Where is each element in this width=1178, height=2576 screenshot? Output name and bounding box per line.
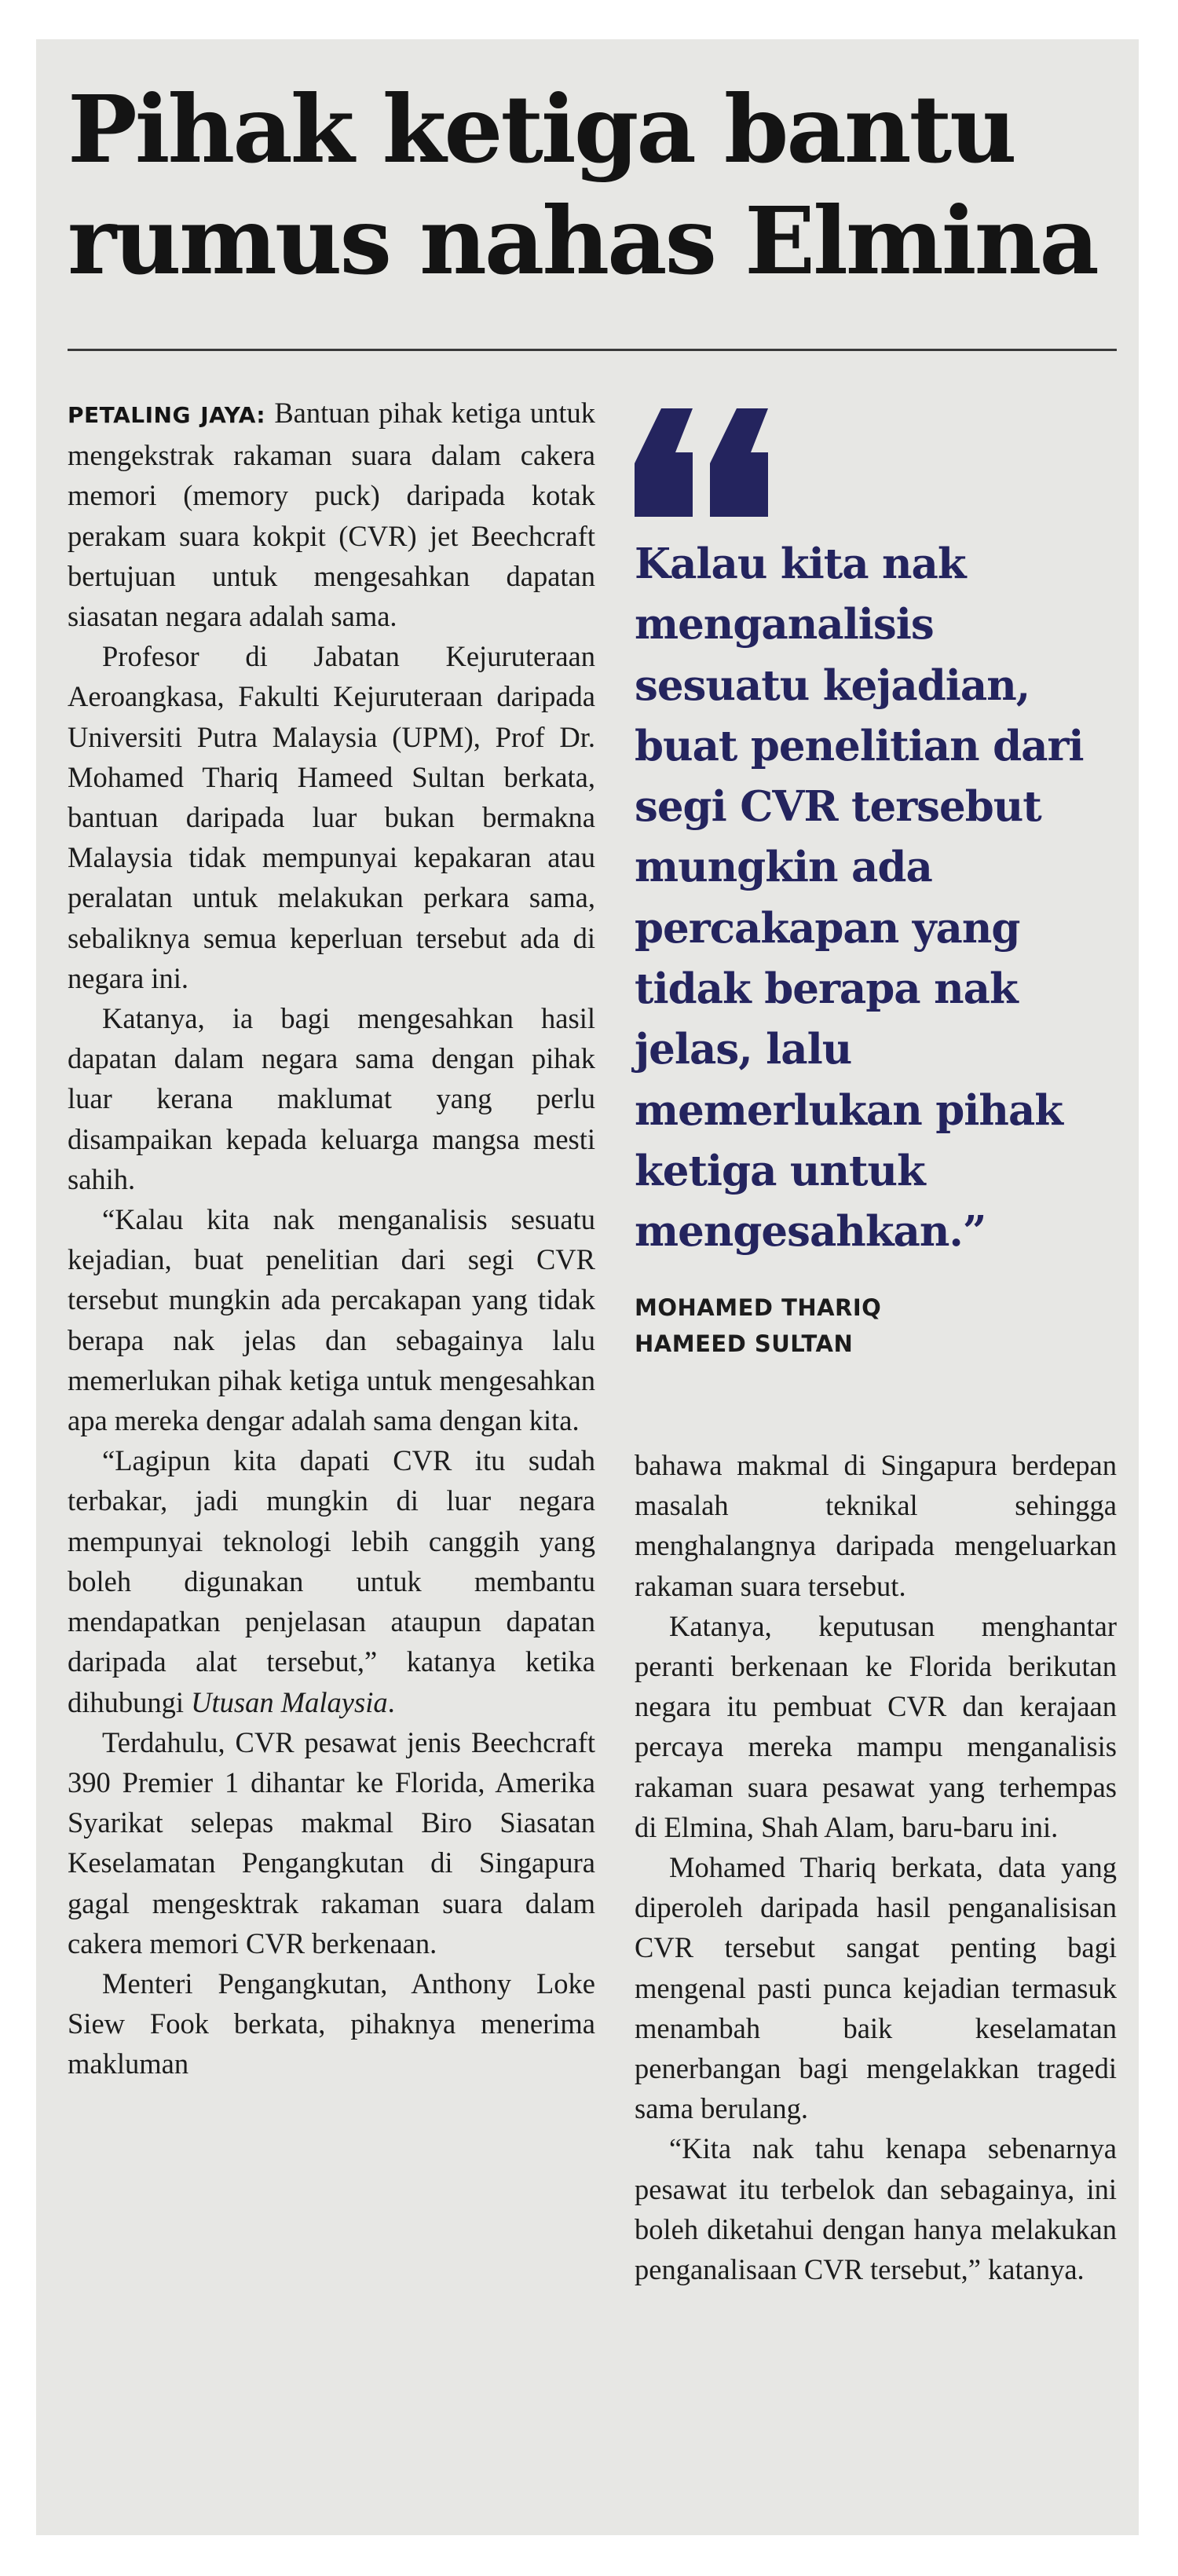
headline-line-1: Pihak ketiga bantu — [68, 75, 1015, 184]
newspaper-clipping — [36, 39, 1139, 2535]
newspaper-name: Utusan Malaysia — [191, 1685, 388, 1718]
open-quote-icon — [635, 408, 770, 517]
article-column-1 — [68, 393, 595, 2084]
pull-quote: Kalau kita nak menganalisis sesuatu kejadian, buat penelitian dari segi CVR tersebut mungkin ada percakapan yang tidak berapa nak jelas, lalu memerlukan pihak ketiga untuk mengesahkan.” — [635, 540, 1084, 1257]
paragraph: Terdahulu, CVR pesawat jenis Beechcraft 390 Premier 1 dihantar ke Florida, Amerika Syarikat selepas makmal Biro Siasatan Keselamatan Pengangkutan di Singapura gagal mengesktrak rakaman suara dalam cakera memori CVR berkenaan. — [68, 1725, 595, 1959]
paragraph: “Kita nak tahu kenapa sebenarnya pesawat itu terbelok dan sebagainya, ini boleh diketahui dengan hanya melakukan penganalisaan CVR tersebut,” katanya. — [635, 2132, 1117, 2286]
paragraph: Menteri Pengangkutan, Anthony Loke Siew Fook berkata, pihaknya menerima makluman — [68, 1967, 595, 2080]
paragraph: Katanya, ia bagi mengesahkan hasil dapatan dalam negara sama dengan pihak luar kerana maklumat yang perlu disampaikan kepada keluarga mangsa mesti sahih. — [68, 1002, 595, 1195]
headline — [68, 74, 1120, 297]
quote-attribution — [635, 1290, 1117, 1362]
article-column-2 — [635, 1445, 1117, 2289]
attribution-line-2: HAMEED SULTAN — [635, 1330, 854, 1357]
paragraph: bahawa makmal di Singapura berdepan masalah teknikal sehingga menghalangnya daripada mengeluarkan rakaman suara tersebut. — [635, 1449, 1117, 1602]
paragraph: PETALING JAYA: Bantuan pihak ketiga untuk mengekstrak rakaman suara dalam cakera memori (memory puck) daripada kotak perakam suara kokpit (CVR) jet Beechcraft bertujuan untuk mengesahkan dapatan siasatan negara adalah sama. — [68, 397, 595, 633]
paragraph: Mohamed Thariq berkata, data yang diperoleh daripada hasil penganalisisan CVR tersebut sangat penting bagi mengenal pasti punca kejadian termasuk menambah baik keselamatan penerbangan bagi mengelakkan tragedi sama berulang. — [635, 1851, 1117, 2125]
headline-line-2: rumus nahas Elmina — [68, 186, 1097, 295]
paragraph: Katanya, keputusan menghantar peranti berkenaan ke Florida berikutan negara itu pembuat CVR dan kerajaan percaya mereka mampu menganalisis rakaman suara pesawat yang terhempas di Elmina, Shah Alam, baru-baru ini. — [635, 1609, 1117, 1843]
headline-divider — [68, 349, 1117, 351]
attribution-line-1: MOHAMED THARIQ — [635, 1293, 882, 1321]
pull-quote-block — [635, 408, 1117, 1362]
paragraph: “Kalau kita nak menganalisis sesuatu kejadian, buat penelitian dari segi CVR tersebut mungkin ada percakapan yang tidak berapa nak jelas dan sebagainya lalu memerlukan pihak ketiga untuk mengesahkan apa mereka dengar adalah sama dengan kita. — [68, 1203, 595, 1437]
dateline: PETALING JAYA: — [68, 402, 266, 428]
paragraph: Profesor di Jabatan Kejuruteraan Aeroangkasa, Fakulti Kejuruteraan daripada Universiti Putra Malaysia (UPM), Prof Dr. Mohamed Thariq Hameed Sultan berkata, bantuan daripada luar bukan bermakna Malaysia tidak mempunyai kepakaran atau peralatan untuk melakukan perkara sama, sebaliknya semua keperluan tersebut ada di negara ini. — [68, 640, 595, 994]
paragraph: “Lagipun kita dapati CVR itu sudah terbakar, jadi mungkin di luar negara mempunyai teknologi lebih canggih yang boleh digunakan untuk membantu mendapatkan penjelasan ataupun dapatan daripada alat tersebut,” katanya ketika dihubungi Utusan Malaysia. — [68, 1444, 595, 1718]
